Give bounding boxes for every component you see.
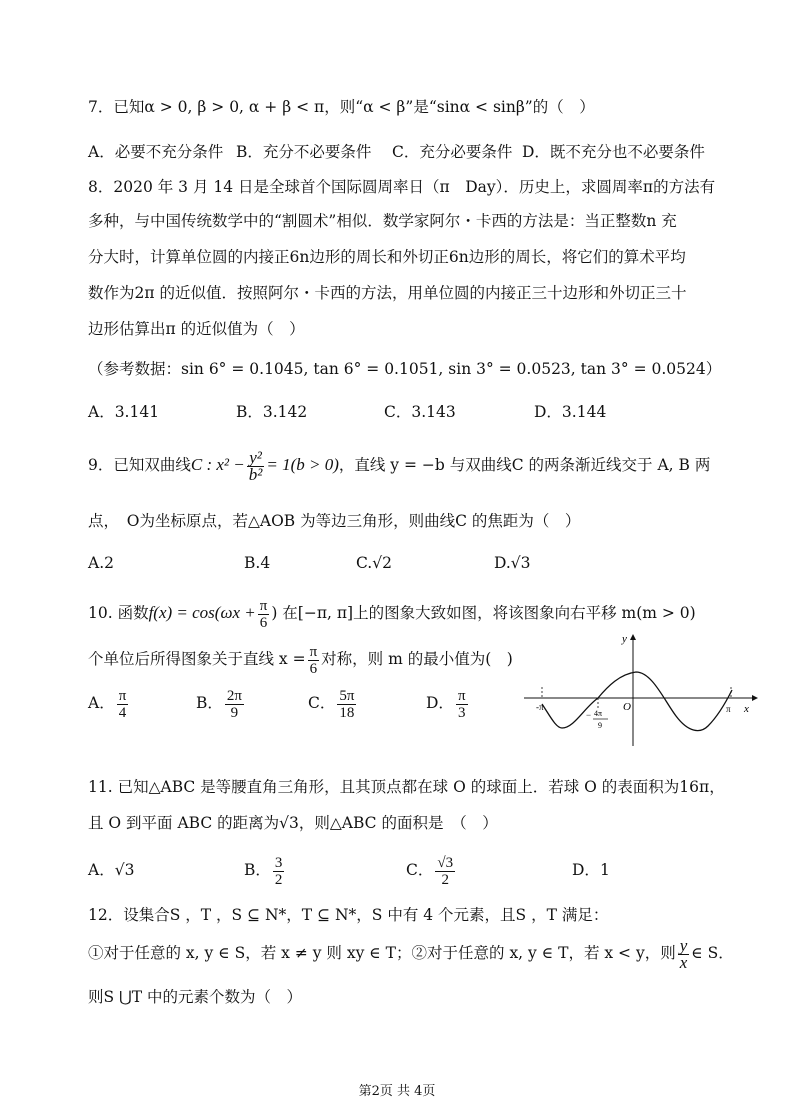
q9-fraction	[247, 447, 265, 484]
q8-option-d: D．3.144	[534, 403, 607, 421]
q10-option-c	[308, 686, 358, 721]
q10-option-b	[196, 686, 246, 721]
q9-fraction-numerator: y²	[247, 450, 265, 467]
q10-option-a	[88, 686, 130, 721]
q10-line-2	[88, 642, 513, 677]
q12-line-2-prefix: ①对于任意的 x, y ∈ S，若 x ≠ y 则 xy ∈ T；②对于任意的 x, y ∈ T，若 x < y，则	[88, 944, 676, 962]
q7-stem: 7．已知α > 0, β > 0, α + β < π，则“α < β”是“sinα < sinβ”的（ ）	[88, 98, 595, 116]
q8-option-b: B．3.142	[236, 403, 308, 421]
q10-stem	[88, 596, 696, 631]
q9-post: ，直线 y = −b 与双曲线C 的两条渐近线交于 A, B 两	[338, 456, 711, 474]
q10-fraction-numerator: π	[259, 597, 268, 614]
q11-option-c-fraction	[435, 855, 455, 888]
q10-line-2-numerator: π	[309, 643, 318, 660]
q10-option-a-letter: A．	[88, 694, 115, 712]
q10-line-2-fraction	[308, 644, 320, 677]
q10-option-b-num: 2π	[226, 687, 242, 704]
graph-x-arrow	[752, 695, 758, 701]
q11-line-1: 11. 已知△ABC 是等腰直角三角形，且其顶点都在球 O 的球面上．若球 O 的表面积为16π，	[88, 778, 725, 796]
q9-fraction-denominator: b²	[248, 464, 263, 484]
q10-option-b-den: 9	[230, 704, 239, 721]
q9-line-2: 点， O为坐标原点，若△AOB 为等边三角形，则曲线C 的焦距为（ ）	[88, 512, 581, 530]
q8-reference-data: （参考数据：sin 6° = 0.1045, tan 6° = 0.1051, sin 3° = 0.0523, tan 3° = 0.0524）	[88, 360, 722, 378]
q9-option-d: D.√3	[494, 554, 531, 572]
q9-prefix: 9．已知双曲线	[88, 456, 191, 474]
q10-option-a-fraction	[117, 688, 129, 721]
q8-line-5: 边形估算出π 的近似值为（ ）	[88, 320, 305, 338]
q12-line-3: 则S ⋃T 中的元素个数为（ ）	[88, 988, 303, 1006]
q9-hyperbola-eq: C : x² −	[190, 455, 245, 474]
q12-line-2-post: ∈ S．	[691, 944, 734, 962]
graph-y-arrow	[630, 634, 636, 640]
q11-option-d	[572, 852, 610, 888]
graph-x-label: x	[744, 703, 749, 715]
graph-mark-minus: −	[586, 710, 592, 720]
q11-option-a-value: √3	[114, 861, 135, 879]
q10-option-d-letter: D．	[426, 694, 454, 712]
q11-line-2: 且 O 到平面 ABC 的距离为√3，则△ABC 的面积是 （ ）	[88, 814, 498, 832]
q11-option-c	[406, 852, 457, 888]
q10-fraction	[258, 598, 270, 631]
graph-curve	[542, 672, 732, 731]
q11-option-b	[244, 852, 286, 888]
q11-option-d-value: 1	[599, 861, 610, 879]
q10-option-d-fraction	[456, 688, 468, 721]
q12-line-2-num: y	[679, 935, 688, 955]
q10-fraction-denominator: 6	[259, 614, 268, 631]
graph-mark-num: 4π	[594, 709, 603, 718]
q10-option-c-num: 5π	[339, 687, 355, 704]
q10-option-d	[426, 686, 470, 721]
q11-option-c-letter: C．	[406, 861, 434, 879]
q12-line-1: 12．设集合S ，T ，S ⊆ N*，T ⊆ N*，S 中有 4 个元素，且S ，T 满足：	[88, 906, 609, 924]
graph-y-label: y	[622, 633, 627, 645]
q8-line-4: 数作为2π 的近似值．按照阿尔・卡西的方法，用单位圆的内接正三十边形和外切正三十	[88, 284, 687, 302]
q11-option-a	[88, 852, 134, 888]
q11-option-a-letter: A．	[88, 861, 115, 879]
graph-origin-label: O	[623, 701, 631, 713]
q10-cosine-graph	[522, 630, 762, 750]
q7-option-d: D．既不充分也不必要条件	[522, 143, 705, 161]
q8-line-2: 多种，与中国传统数学中的“割圆术”相似．数学家阿尔・卡西的方法是：当正整数n 充	[88, 212, 677, 230]
q10-prefix: 10. 函数	[88, 604, 149, 622]
q7-option-a: A．必要不充分条件	[88, 143, 224, 161]
q12-line-2	[88, 936, 734, 971]
q9-stem	[88, 448, 710, 483]
q10-post: ) 在[−π, π]上的图象大致如图，将该图象向右平移 m(m > 0)	[271, 604, 696, 622]
q10-option-b-letter: B．	[196, 694, 223, 712]
q8-line-1: 8．2020 年 3 月 14 日是全球首个国际圆周率日（π Day）．历史上，求圆周率π的方法有	[88, 178, 716, 196]
q12-line-2-fraction	[678, 935, 690, 972]
q9-option-c: C.√2	[356, 554, 392, 572]
q10-line-2-prefix: 个单位后所得图象关于直线 x =	[88, 650, 306, 668]
q9-option-a: A.2	[88, 554, 114, 572]
q7-option-c: C．充分必要条件	[392, 143, 513, 161]
q9-eq-tail: = 1(b > 0)	[266, 455, 339, 474]
q10-option-b-fraction	[225, 688, 244, 721]
q12-line-2-den: x	[679, 952, 688, 972]
q11-option-c-den: 2	[441, 871, 449, 888]
q10-option-d-num: π	[457, 687, 466, 704]
graph-left-tick: -π	[536, 702, 544, 712]
q10-option-d-den: 3	[457, 704, 466, 721]
q9-option-b: B.4	[244, 554, 271, 572]
q8-option-c: C．3.143	[384, 403, 456, 421]
q11-option-b-fraction	[273, 855, 285, 888]
q11-option-d-letter: D．	[572, 861, 600, 879]
q11-option-c-num: √3	[437, 854, 454, 871]
q10-function: f(x) = cos(ωx +	[148, 603, 256, 622]
graph-mark-den: 9	[598, 721, 602, 730]
q11-option-b-den: 2	[274, 871, 283, 888]
q10-option-a-num: π	[118, 687, 127, 704]
q10-option-c-den: 18	[339, 704, 355, 721]
q10-option-c-fraction	[337, 688, 356, 721]
page-footer: 第2页 共 4页	[358, 1084, 436, 1099]
q8-option-a: A．3.141	[88, 403, 160, 421]
q8-line-3: 分大时，计算单位圆的内接正6n边形的周长和外切正6n边形的周长，将它们的算术平均	[88, 248, 686, 266]
q11-option-b-letter: B．	[244, 861, 271, 879]
graph-right-tick: π	[726, 704, 731, 714]
q10-option-a-den: 4	[118, 704, 127, 721]
q10-line-2-post: 对称，则 m 的最小值为( )	[321, 650, 513, 668]
q10-line-2-denominator: 6	[309, 660, 318, 677]
q10-option-c-letter: C．	[308, 694, 336, 712]
q11-option-b-num: 3	[274, 854, 283, 871]
q7-option-b: B．充分不必要条件	[236, 143, 372, 161]
